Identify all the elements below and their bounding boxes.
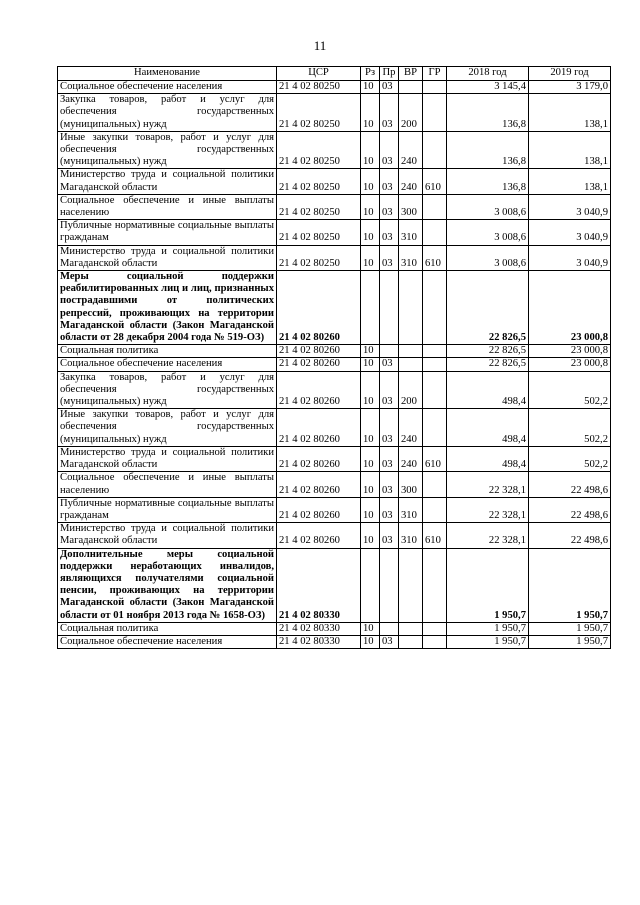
cell-rz: 10 [361, 497, 380, 522]
table-row [58, 131, 611, 169]
cell-vr: 240 [399, 169, 423, 194]
cell-name: Закупка товаров, работ и услуг для обеспечения государственных (муниципальных) нужд [58, 94, 277, 132]
cell-2019: 3 040,9 [529, 194, 611, 219]
cell-2018: 3 008,6 [447, 220, 529, 245]
cell-vr: 240 [399, 131, 423, 169]
table-row [58, 409, 611, 447]
cell-pr: 03 [380, 194, 399, 219]
cell-2019: 23 000,8 [529, 345, 611, 358]
page-number: 11 [313, 38, 327, 53]
header-pr: Пр [380, 67, 399, 81]
cell-vr: 300 [399, 472, 423, 497]
table-row [58, 220, 611, 245]
cell-2019: 138,1 [529, 131, 611, 169]
cell-name: Дополнительные меры социальной поддержки неработающих инвалидов, являющихся получателями социальной пенсии, проживающих на территории Магаданской области (Закон Магаданской области от 01 ноября 2013 года № 1658-ОЗ) [58, 548, 277, 622]
table-row [58, 194, 611, 219]
cell-pr: 03 [380, 169, 399, 194]
header-2019: 2019 год [529, 67, 611, 81]
cell-gr [423, 548, 447, 622]
budget-table [57, 66, 611, 649]
cell-name: Социальное обеспечение населения [58, 358, 277, 371]
cell-pr: 03 [380, 220, 399, 245]
cell-2019: 23 000,8 [529, 358, 611, 371]
cell-csr: 21 4 02 80330 [277, 548, 361, 622]
cell-csr: 21 4 02 80260 [277, 409, 361, 447]
cell-2018: 498,4 [447, 446, 529, 471]
cell-2018: 22 328,1 [447, 523, 529, 548]
cell-name: Социальное обеспечение населения [58, 635, 277, 648]
table-row [58, 358, 611, 371]
cell-gr [423, 472, 447, 497]
cell-csr: 21 4 02 80260 [277, 371, 361, 409]
cell-pr [380, 548, 399, 622]
cell-vr: 200 [399, 94, 423, 132]
cell-name: Иные закупки товаров, работ и услуг для обеспечения государственных (муниципальных) нужд [58, 409, 277, 447]
cell-name: Министерство труда и социальной политики Магаданской области [58, 245, 277, 270]
table-row [58, 523, 611, 548]
table-row [58, 548, 611, 622]
table-row [58, 81, 611, 94]
cell-vr: 310 [399, 245, 423, 270]
cell-gr [423, 94, 447, 132]
cell-name: Меры социальной поддержки реабилитированных лиц и лиц, признанных пострадавшими от политических репрессий, проживающих на территории Магаданской области (Закон Магаданской области от 28 декабря 2004 года № 519-ОЗ) [58, 271, 277, 345]
table-body [58, 81, 611, 649]
cell-pr: 03 [380, 409, 399, 447]
cell-2018: 1 950,7 [447, 548, 529, 622]
cell-name: Министерство труда и социальной политики Магаданской области [58, 169, 277, 194]
cell-rz: 10 [361, 472, 380, 497]
cell-pr: 03 [380, 131, 399, 169]
cell-2019: 1 950,7 [529, 548, 611, 622]
cell-pr [380, 622, 399, 635]
cell-rz: 10 [361, 220, 380, 245]
cell-vr: 310 [399, 220, 423, 245]
cell-vr [399, 622, 423, 635]
cell-rz: 10 [361, 523, 380, 548]
cell-2019: 1 950,7 [529, 622, 611, 635]
cell-gr: 610 [423, 169, 447, 194]
table-row [58, 345, 611, 358]
cell-name: Социальная политика [58, 345, 277, 358]
cell-csr: 21 4 02 80250 [277, 131, 361, 169]
cell-2018: 498,4 [447, 371, 529, 409]
cell-2018: 22 826,5 [447, 358, 529, 371]
cell-2019: 23 000,8 [529, 271, 611, 345]
cell-csr: 21 4 02 80260 [277, 497, 361, 522]
cell-vr: 240 [399, 409, 423, 447]
table-row [58, 271, 611, 345]
header-rz: Рз [361, 67, 380, 81]
cell-vr: 240 [399, 446, 423, 471]
table-row [58, 169, 611, 194]
cell-csr: 21 4 02 80260 [277, 446, 361, 471]
cell-name: Публичные нормативные социальные выплаты гражданам [58, 220, 277, 245]
cell-rz: 10 [361, 169, 380, 194]
cell-2019: 3 040,9 [529, 220, 611, 245]
cell-2019: 138,1 [529, 169, 611, 194]
cell-csr: 21 4 02 80250 [277, 81, 361, 94]
cell-2018: 1 950,7 [447, 622, 529, 635]
cell-gr [423, 358, 447, 371]
cell-rz: 10 [361, 81, 380, 94]
cell-2018: 3 145,4 [447, 81, 529, 94]
cell-2019: 502,2 [529, 446, 611, 471]
cell-vr: 200 [399, 371, 423, 409]
cell-rz: 10 [361, 131, 380, 169]
cell-2018: 3 008,6 [447, 194, 529, 219]
cell-gr [423, 81, 447, 94]
cell-csr: 21 4 02 80260 [277, 472, 361, 497]
table-row [58, 635, 611, 648]
cell-2018: 22 826,5 [447, 271, 529, 345]
header-csr: ЦСР [277, 67, 361, 81]
cell-2018: 136,8 [447, 131, 529, 169]
table-row [58, 472, 611, 497]
cell-gr [423, 345, 447, 358]
cell-gr [423, 497, 447, 522]
cell-csr: 21 4 02 80250 [277, 220, 361, 245]
cell-csr: 21 4 02 80260 [277, 271, 361, 345]
table-row [58, 497, 611, 522]
cell-2018: 1 950,7 [447, 635, 529, 648]
cell-csr: 21 4 02 80250 [277, 94, 361, 132]
cell-vr [399, 358, 423, 371]
cell-2018: 136,8 [447, 94, 529, 132]
cell-rz: 10 [361, 371, 380, 409]
cell-pr: 03 [380, 497, 399, 522]
cell-name: Министерство труда и социальной политики Магаданской области [58, 446, 277, 471]
cell-vr [399, 635, 423, 648]
cell-name: Закупка товаров, работ и услуг для обеспечения государственных (муниципальных) нужд [58, 371, 277, 409]
cell-2019: 1 950,7 [529, 635, 611, 648]
cell-2018: 22 328,1 [447, 472, 529, 497]
cell-2019: 3 040,9 [529, 245, 611, 270]
cell-2019: 138,1 [529, 94, 611, 132]
cell-rz: 10 [361, 446, 380, 471]
cell-gr [423, 271, 447, 345]
cell-gr [423, 131, 447, 169]
cell-rz: 10 [361, 409, 380, 447]
cell-pr: 03 [380, 245, 399, 270]
table-row [58, 371, 611, 409]
cell-2018: 3 008,6 [447, 245, 529, 270]
cell-name: Иные закупки товаров, работ и услуг для обеспечения государственных (муниципальных) нужд [58, 131, 277, 169]
cell-rz: 10 [361, 245, 380, 270]
cell-pr: 03 [380, 472, 399, 497]
cell-name: Публичные нормативные социальные выплаты гражданам [58, 497, 277, 522]
cell-rz [361, 271, 380, 345]
cell-2018: 136,8 [447, 169, 529, 194]
cell-rz: 10 [361, 635, 380, 648]
cell-gr [423, 194, 447, 219]
header-vr: ВР [399, 67, 423, 81]
cell-vr [399, 271, 423, 345]
cell-pr: 03 [380, 523, 399, 548]
table-row [58, 446, 611, 471]
cell-name: Министерство труда и социальной политики Магаданской области [58, 523, 277, 548]
cell-vr [399, 345, 423, 358]
cell-2019: 22 498,6 [529, 472, 611, 497]
cell-gr [423, 371, 447, 409]
cell-gr [423, 220, 447, 245]
cell-name: Социальное обеспечение населения [58, 81, 277, 94]
table-header-row [58, 67, 611, 81]
cell-csr: 21 4 02 80250 [277, 194, 361, 219]
cell-csr: 21 4 02 80260 [277, 358, 361, 371]
header-name: Наименование [58, 67, 277, 81]
cell-name: Социальное обеспечение и иные выплаты населению [58, 472, 277, 497]
cell-pr: 03 [380, 371, 399, 409]
cell-name: Социальная политика [58, 622, 277, 635]
cell-2019: 502,2 [529, 371, 611, 409]
cell-rz: 10 [361, 94, 380, 132]
cell-rz: 10 [361, 358, 380, 371]
cell-csr: 21 4 02 80260 [277, 345, 361, 358]
table-row [58, 94, 611, 132]
cell-rz [361, 548, 380, 622]
cell-2018: 498,4 [447, 409, 529, 447]
cell-pr: 03 [380, 635, 399, 648]
cell-name: Социальное обеспечение и иные выплаты населению [58, 194, 277, 219]
cell-vr [399, 81, 423, 94]
table-row [58, 245, 611, 270]
cell-csr: 21 4 02 80330 [277, 635, 361, 648]
cell-vr: 310 [399, 523, 423, 548]
cell-pr [380, 271, 399, 345]
cell-pr: 03 [380, 358, 399, 371]
cell-gr: 610 [423, 446, 447, 471]
cell-gr: 610 [423, 245, 447, 270]
cell-gr [423, 622, 447, 635]
cell-csr: 21 4 02 80250 [277, 245, 361, 270]
cell-pr: 03 [380, 81, 399, 94]
header-2018: 2018 год [447, 67, 529, 81]
cell-csr: 21 4 02 80260 [277, 523, 361, 548]
cell-csr: 21 4 02 80250 [277, 169, 361, 194]
cell-rz: 10 [361, 622, 380, 635]
cell-gr [423, 409, 447, 447]
cell-rz: 10 [361, 345, 380, 358]
cell-2019: 3 179,0 [529, 81, 611, 94]
cell-2019: 22 498,6 [529, 523, 611, 548]
cell-gr [423, 635, 447, 648]
cell-gr: 610 [423, 523, 447, 548]
cell-vr: 300 [399, 194, 423, 219]
cell-pr [380, 345, 399, 358]
cell-2019: 22 498,6 [529, 497, 611, 522]
cell-vr [399, 548, 423, 622]
cell-pr: 03 [380, 446, 399, 471]
cell-2018: 22 328,1 [447, 497, 529, 522]
table-row [58, 622, 611, 635]
cell-pr: 03 [380, 94, 399, 132]
header-gr: ГР [423, 67, 447, 81]
cell-2019: 502,2 [529, 409, 611, 447]
cell-rz: 10 [361, 194, 380, 219]
cell-csr: 21 4 02 80330 [277, 622, 361, 635]
cell-vr: 310 [399, 497, 423, 522]
cell-2018: 22 826,5 [447, 345, 529, 358]
